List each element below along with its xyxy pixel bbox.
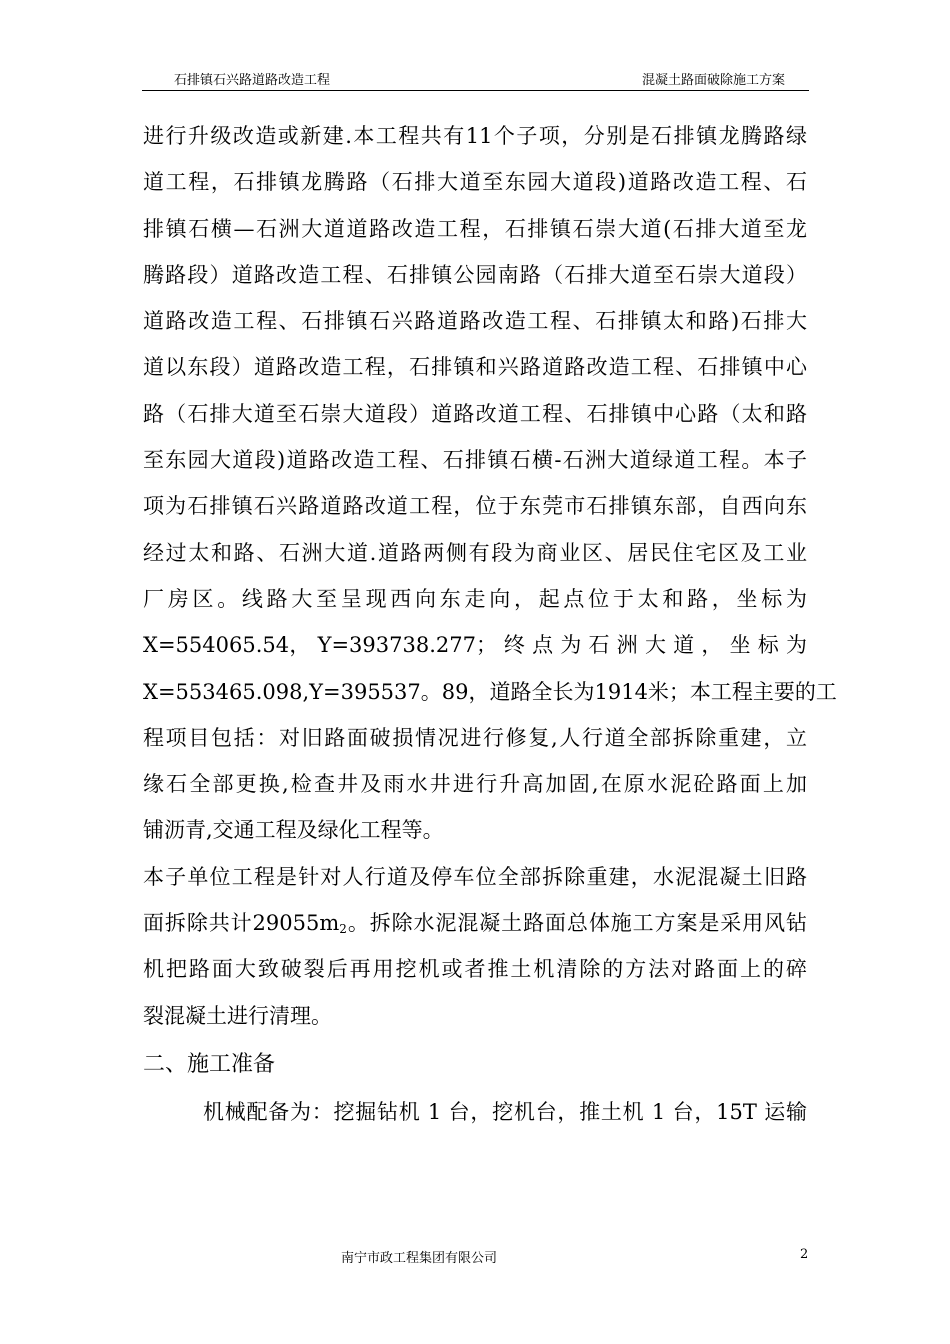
body-line: 进行升级改造或新建.本工程共有11个子项，分别是石排镇龙腾路绿 — [143, 124, 807, 148]
footer-page-number: 2 — [800, 1247, 809, 1262]
footer-company-name: 南宁市政工程集团有限公司 — [341, 1251, 498, 1266]
body-line: 排镇石横—石洲大道道路改造工程，石排镇石崇大道(石排大道至龙 — [143, 216, 807, 241]
body-line: 道工程，石排镇龙腾路（石排大道至东园大道段)道路改造工程、石 — [143, 170, 807, 195]
body-line: 路（石排大道至石崇大道段）道路改道工程、石排镇中心路（太和路 — [143, 401, 807, 426]
page-header — [142, 66, 809, 91]
body-line: 厂房区。线路大至呈现西向东走向，起点位于太和路，坐标为 — [143, 586, 807, 611]
body-line: 项为石排镇石兴路道路改道工程，位于东莞市石排镇东部，自西向东 — [143, 494, 807, 519]
body-line: 道以东段）道路改造工程，石排镇和兴路道路改造工程、石排镇中心 — [143, 355, 807, 380]
body-line: 程项目包括：对旧路面破损情况进行修复,人行道全部拆除重建，立 — [143, 725, 807, 750]
header-document-title: 混凝土路面破除施工方案 — [641, 73, 785, 88]
body-line: 腾路段）道路改造工程、石排镇公园南路（石排大道至石崇大道段） — [143, 262, 807, 287]
body-line: 道路改造工程、石排镇石兴路道路改造工程、石排镇太和路)石排大 — [143, 309, 807, 334]
body-line: 裂混凝土进行清理。 — [143, 1003, 332, 1028]
area-text-before: 面拆除共计29055m — [143, 911, 340, 936]
area-text-after: 。拆除水泥混凝土路面总体施工方案是采用风钻 — [346, 911, 807, 936]
body-line: 缘石全部更换,检查井及雨水井进行升高加固,在原水泥砼路面上加 — [143, 772, 807, 797]
body-line: 机把路面大致破裂后再用挖机或者推土机清除的方法对路面上的碎 — [143, 957, 807, 982]
area-unit-subscript: 2 — [339, 922, 347, 937]
header-project-title: 石排镇石兴路道路改造工程 — [174, 73, 331, 88]
section-heading: 二、施工准备 — [143, 1051, 276, 1077]
body-line: 至东园大道段)道路改造工程、石排镇石横-石洲大道绿道工程。本子 — [143, 448, 807, 473]
body-line-equipment: 机械配备为：挖掘钻机 1 台，挖机台，推土机 1 台，15T 运输 — [203, 1099, 807, 1124]
body-line: 本子单位工程是针对人行道及停车位全部拆除重建，水泥混凝土旧路 — [143, 864, 807, 889]
body-line-area — [143, 904, 807, 950]
body-line: 经过太和路、石洲大道.道路两侧有段为商业区、居民住宅区及工业 — [143, 540, 807, 565]
body-line: X=553465.098,Y=395537。89，道路全长为1914米；本工程主要的工 — [143, 679, 837, 704]
body-line-coordinates: X=554065.54， Y=393738.277； 终 点 为 石 洲 大 道 ， 坐 标 为 — [143, 633, 807, 658]
document-body — [143, 117, 837, 1139]
body-line: 铺沥青,交通工程及绿化工程等。 — [143, 818, 444, 843]
